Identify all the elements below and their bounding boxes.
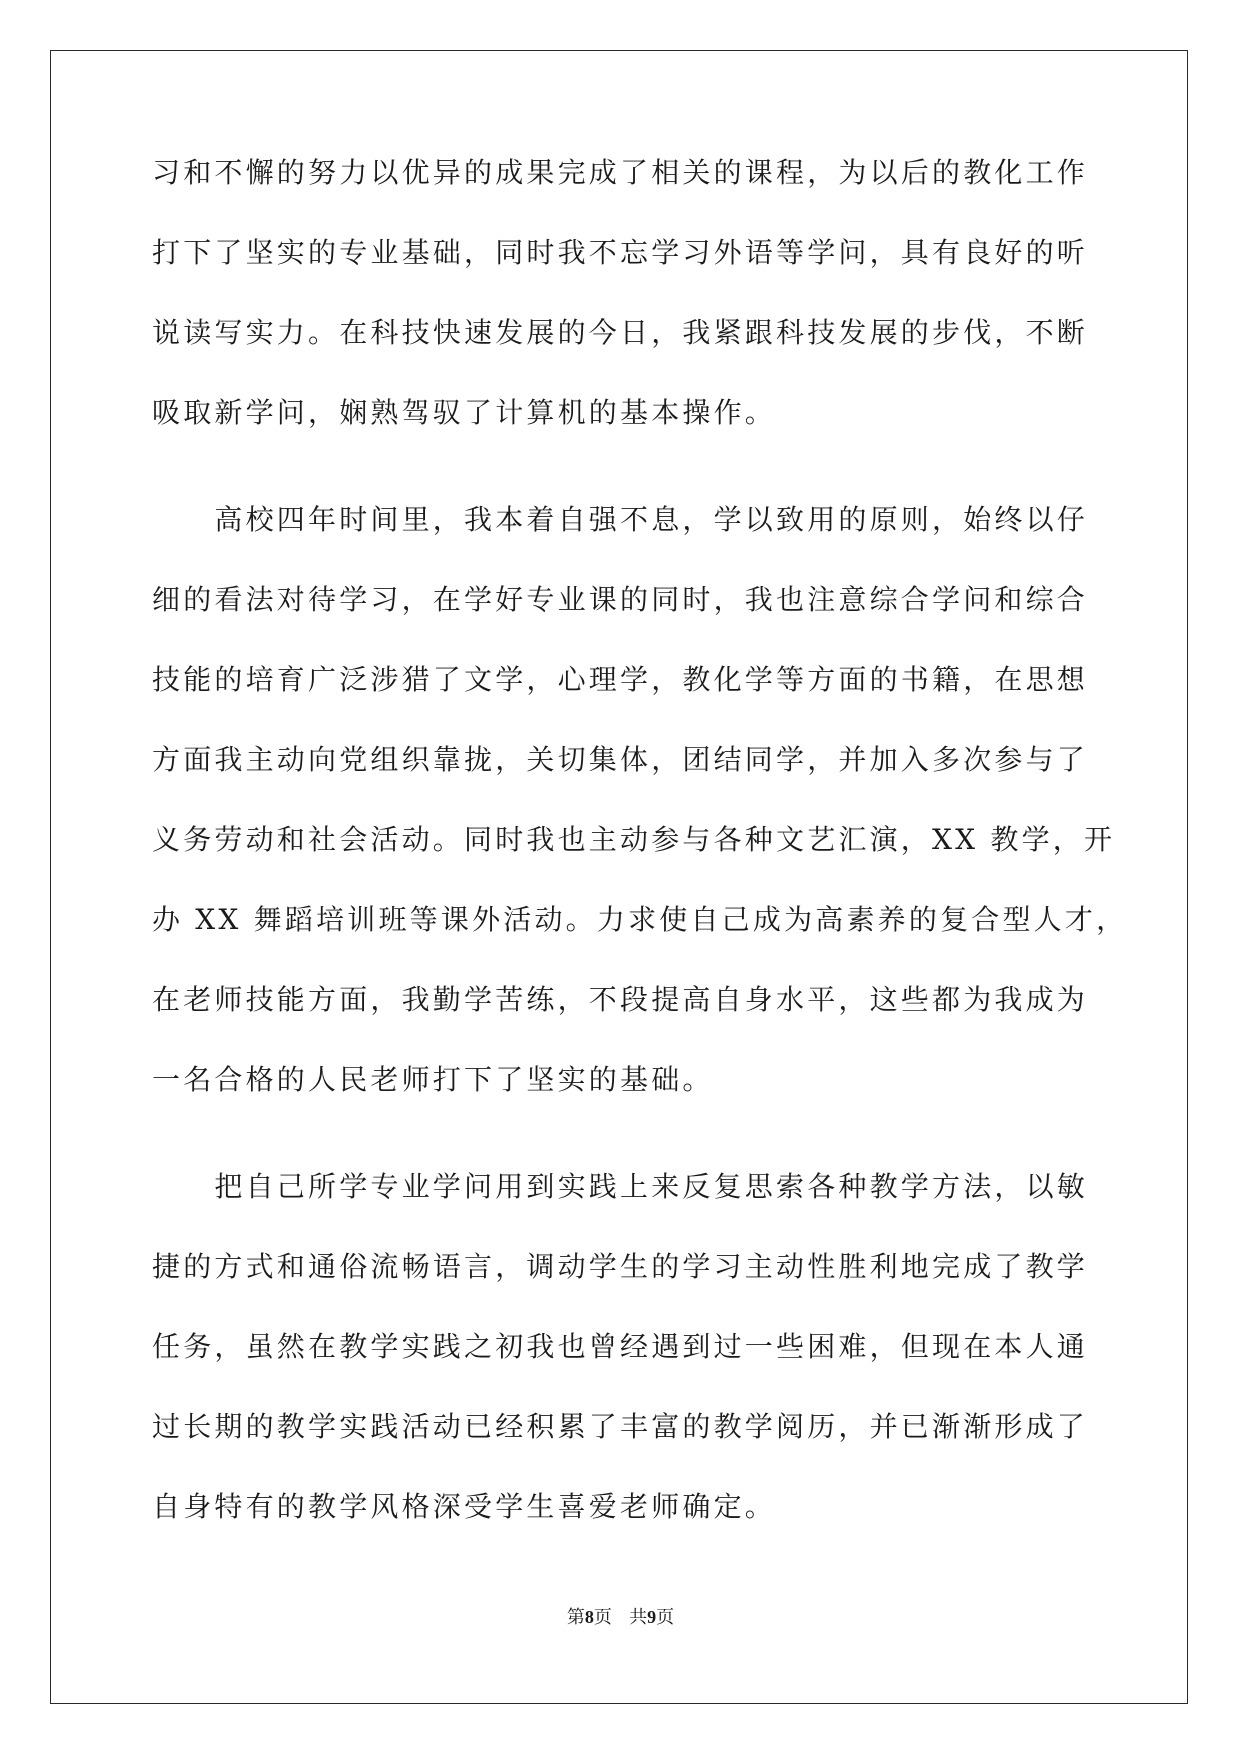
text-line: 把自己所学专业学问用到实践上来反复思索各种教学方法，以敏: [152, 1170, 1089, 1203]
text-line: 捷的方式和通俗流畅语言，调动学生的学习主动性胜利地完成了教学: [152, 1250, 1089, 1283]
total-prefix: 共: [629, 1607, 648, 1628]
text-line: 吸取新学问，娴熟驾驭了计算机的基本操作。: [152, 396, 777, 429]
current-page-number: 8: [584, 1607, 594, 1627]
total-pages-number: 9: [647, 1607, 657, 1627]
text-line: 高校四年时间里，我本着自强不息，学以致用的原则，始终以仔: [152, 503, 1089, 536]
text-line: 办 XX 舞蹈培训班等课外活动。力求使自己成为高素养的复合型人才，: [152, 903, 1128, 936]
total-unit: 页: [656, 1607, 675, 1628]
text-line: 习和不懈的努力以优异的成果完成了相关的课程，为以后的教化工作: [152, 156, 1089, 189]
text-line: 细的看法对待学习，在学好专业课的同时，我也注意综合学问和综合: [152, 583, 1089, 616]
text-line: 一名合格的人民老师打下了坚实的基础。: [152, 1063, 714, 1096]
text-line: 技能的培育广泛涉猎了文学，心理学，教化学等方面的书籍，在思想: [152, 663, 1089, 696]
page-unit: 页: [593, 1607, 612, 1628]
page-prefix: 第: [566, 1607, 585, 1628]
text-line: 过长期的教学实践活动已经积累了丰富的教学阅历，并已渐渐形成了: [152, 1410, 1089, 1443]
page-border: [50, 50, 1188, 1704]
text-line: 方面我主动向党组织靠拢，关切集体，团结同学，并加入多次参与了: [152, 743, 1089, 776]
text-line: 义务劳动和社会活动。同时我也主动参与各种文艺汇演，XX 教学，开: [152, 823, 1116, 856]
text-line: 自身特有的教学风格深受学生喜爱老师确定。: [152, 1490, 777, 1523]
text-line: 说读写实力。在科技快速发展的今日，我紧跟科技发展的步伐，不断: [152, 316, 1089, 349]
text-line: 在老师技能方面，我勤学苦练，不段提高自身水平，这些都为我成为: [152, 983, 1089, 1016]
text-line: 任务，虽然在教学实践之初我也曾经遇到过一些困难，但现在本人通: [152, 1330, 1089, 1363]
text-line: 打下了坚实的专业基础，同时我不忘学习外语等学问，具有良好的听: [152, 236, 1089, 269]
page-number-footer: [0, 1605, 1241, 1630]
